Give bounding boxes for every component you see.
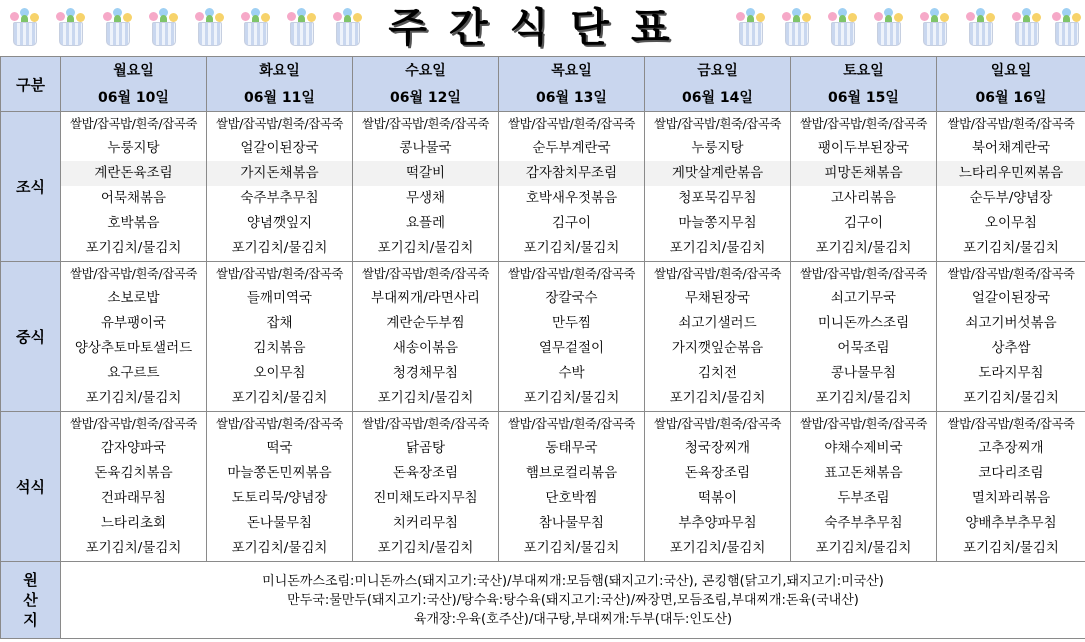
day-header [791, 57, 937, 112]
menu-item: 김치전 [697, 365, 738, 381]
origin-label-char: 원 [23, 571, 38, 589]
menu-item: 무채된장국 [684, 290, 751, 306]
menu-item: 포기김치/물김치 [523, 540, 620, 556]
menu-item: 닭곰탕 [405, 440, 446, 456]
flower-pot-icon [962, 6, 998, 46]
day-header [937, 57, 1085, 112]
menu-item: 청경채무침 [392, 365, 459, 381]
menu-item: 단호박찜 [545, 490, 598, 506]
menu-cell [937, 262, 1085, 412]
meal-row-breakfast [1, 112, 1085, 262]
menu-item: 오이무침 [253, 365, 306, 381]
menu-item: 양배추부추무침 [965, 515, 1057, 531]
menu-item: 어묵조림 [837, 340, 890, 356]
origin-text [61, 562, 1085, 639]
menu-item: 양념깻잎지 [246, 215, 313, 231]
menu-item: 계란순두부찜 [386, 315, 465, 331]
menu-item: 떡볶이 [697, 490, 738, 506]
page-title: 주간식단표 [388, 5, 692, 51]
origin-label-char: 산 [23, 591, 38, 609]
menu-item: 감자양파국 [100, 440, 167, 456]
menu-item: 포기김치/물김치 [85, 540, 182, 556]
meal-label: 석식 [1, 412, 61, 562]
menu-item: 쌀밥/잡곡밥/흰죽/잡곡죽 [70, 266, 197, 281]
flower-pot-icon [145, 6, 181, 46]
menu-item: 쌀밥/잡곡밥/흰죽/잡곡죽 [216, 116, 343, 131]
flower-pot-icon [237, 6, 273, 46]
meal-row-dinner [1, 412, 1085, 562]
day-name: 화요일 [259, 63, 300, 79]
menu-item: 쌀밥/잡곡밥/흰죽/잡곡죽 [70, 416, 197, 431]
menu-item: 포기김치/물김치 [815, 240, 912, 256]
menu-item: 청국장찌개 [684, 440, 751, 456]
menu-item: 새송이볶음 [392, 340, 459, 356]
menu-item: 느타리우민찌볶음 [937, 161, 1085, 186]
menu-item: 포기김치/물김치 [523, 240, 620, 256]
menu-cell [207, 112, 353, 262]
origin-row [1, 562, 1085, 639]
day-name: 일요일 [990, 63, 1032, 79]
menu-item: 김구이 [843, 215, 884, 231]
day-date: 06월 14일 [682, 90, 753, 106]
origin-line: 미니돈까스조림:미니돈까스(돼지고기:국산)/부대찌개:모듬햄(돼지고기:국산), 콘킹햄(닭고기,돼지고기:미국산) [262, 573, 884, 589]
menu-item: 피망돈채볶음 [791, 161, 936, 186]
menu-item: 포기김치/물김치 [815, 390, 912, 406]
day-header [353, 57, 499, 112]
menu-item: 포기김치/물김치 [231, 540, 328, 556]
day-date: 06월 11일 [244, 90, 315, 106]
menu-item: 북어채계란국 [971, 140, 1051, 156]
menu-item: 동태무국 [545, 440, 598, 456]
meal-row-lunch [1, 262, 1085, 412]
menu-item: 느타리초회 [100, 515, 167, 531]
menu-item: 순두부/양념장 [969, 190, 1053, 206]
menu-item: 얼갈이된장국 [971, 290, 1051, 306]
menu-item: 포기김치/물김치 [377, 390, 474, 406]
menu-cell [61, 412, 207, 562]
menu-item: 포기김치/물김치 [85, 240, 182, 256]
day-header [499, 57, 645, 112]
meal-label: 중식 [1, 262, 61, 412]
menu-item: 도토리묵/양념장 [231, 490, 328, 506]
menu-item: 건파래무침 [100, 490, 167, 506]
menu-item: 호박새우젓볶음 [525, 190, 618, 206]
menu-item: 쌀밥/잡곡밥/흰죽/잡곡죽 [947, 116, 1075, 131]
day-date: 06월 16일 [975, 90, 1047, 106]
menu-cell [791, 262, 937, 412]
menu-item: 어묵채볶음 [100, 190, 167, 206]
menu-item: 포기김치/물김치 [669, 240, 766, 256]
menu-item: 계란돈육조림 [61, 161, 206, 186]
menu-cell [353, 412, 499, 562]
menu-item: 돈육김치볶음 [94, 465, 173, 481]
menu-cell [207, 262, 353, 412]
menu-item: 쌀밥/잡곡밥/흰죽/잡곡죽 [362, 116, 489, 131]
menu-item: 쌀밥/잡곡밥/흰죽/잡곡죽 [216, 266, 343, 281]
menu-item: 쌀밥/잡곡밥/흰죽/잡곡죽 [947, 416, 1075, 431]
menu-cell [207, 412, 353, 562]
menu-item: 김구이 [551, 215, 592, 231]
menu-item: 감자참치무조림 [499, 161, 644, 186]
menu-item: 양상추토마토샐러드 [74, 340, 193, 356]
menu-cell [353, 112, 499, 262]
menu-item: 마늘쫑돈민찌볶음 [227, 465, 332, 481]
menu-item: 마늘쫑지무침 [678, 215, 757, 231]
menu-table [0, 56, 1085, 639]
menu-item: 떡국 [266, 440, 293, 456]
menu-cell [353, 262, 499, 412]
menu-item: 만두찜 [551, 315, 592, 331]
flower-pot-icon [778, 6, 814, 46]
day-name: 토요일 [843, 63, 884, 79]
menu-item: 쌀밥/잡곡밥/흰죽/잡곡죽 [508, 266, 635, 281]
day-header [645, 57, 791, 112]
menu-item: 멸치꽈리볶음 [971, 490, 1051, 506]
menu-item: 쇠고기무국 [830, 290, 897, 306]
flower-pot-icon [329, 6, 365, 46]
flower-pot-icon [6, 6, 42, 46]
day-date: 06월 12일 [390, 90, 461, 106]
menu-item: 호박볶음 [107, 215, 160, 231]
menu-item: 팽이두부된장국 [817, 140, 910, 156]
menu-item: 포기김치/물김치 [231, 390, 328, 406]
menu-cell [937, 412, 1085, 562]
menu-item: 포기김치/물김치 [963, 240, 1059, 256]
menu-item: 고추장찌개 [978, 440, 1044, 456]
origin-label [1, 562, 61, 639]
menu-item: 쌀밥/잡곡밥/흰죽/잡곡죽 [947, 266, 1075, 281]
menu-item: 참나물무침 [538, 515, 605, 531]
menu-item: 순두부계란국 [532, 140, 611, 156]
menu-item: 열무겉절이 [538, 340, 605, 356]
day-date: 06월 10일 [98, 90, 169, 106]
menu-item: 쌀밥/잡곡밥/흰죽/잡곡죽 [70, 116, 197, 131]
menu-item: 콩나물무침 [830, 365, 897, 381]
flower-pot-icon [732, 6, 768, 46]
menu-item: 소보로밥 [107, 290, 160, 306]
menu-item: 게맛살계란볶음 [645, 161, 790, 186]
menu-item: 가지돈채볶음 [207, 161, 352, 186]
menu-item: 포기김치/물김치 [85, 390, 182, 406]
menu-item: 포기김치/물김치 [523, 390, 620, 406]
menu-item: 청포묵김무침 [678, 190, 757, 206]
origin-label-char: 지 [23, 611, 38, 629]
menu-item: 쌀밥/잡곡밥/흰죽/잡곡죽 [508, 416, 635, 431]
menu-item: 들깨미역국 [246, 290, 313, 306]
menu-item: 요구르트 [107, 365, 160, 381]
menu-item: 가지깻잎순볶음 [671, 340, 764, 356]
menu-item: 쌀밥/잡곡밥/흰죽/잡곡죽 [800, 116, 927, 131]
day-date: 06월 15일 [828, 90, 899, 106]
menu-item: 상추쌈 [991, 340, 1031, 356]
menu-item: 표고돈채볶음 [824, 465, 903, 481]
menu-cell [791, 412, 937, 562]
corner-label: 구분 [1, 57, 61, 112]
menu-item: 떡갈비 [353, 161, 498, 186]
menu-item: 돈육장조림 [684, 465, 751, 481]
menu-item: 쌀밥/잡곡밥/흰죽/잡곡죽 [216, 416, 343, 431]
day-header [207, 57, 353, 112]
flower-pot-icon [191, 6, 227, 46]
title-banner [0, 0, 1085, 57]
flower-pot-icon [1008, 6, 1044, 46]
menu-item: 쌀밥/잡곡밥/흰죽/잡곡죽 [800, 266, 927, 281]
menu-item: 진미채도라지무침 [373, 490, 478, 506]
menu-item: 누룽지탕 [691, 140, 744, 156]
menu-item: 포기김치/물김치 [963, 390, 1059, 406]
menu-cell [645, 262, 791, 412]
day-name: 월요일 [113, 63, 154, 79]
menu-cell [645, 412, 791, 562]
menu-item: 포기김치/물김치 [669, 540, 766, 556]
menu-item: 잡채 [266, 315, 293, 331]
menu-item: 쇠고기버섯볶음 [965, 315, 1057, 331]
menu-item: 야채수제비국 [824, 440, 903, 456]
menu-item: 부대찌개/라면사리 [371, 290, 480, 306]
header-row [1, 57, 1085, 112]
menu-cell [499, 412, 645, 562]
menu-item: 숙주부추무침 [824, 515, 903, 531]
menu-cell [499, 262, 645, 412]
menu-cell [791, 112, 937, 262]
menu-item: 쌀밥/잡곡밥/흰죽/잡곡죽 [654, 116, 781, 131]
menu-item: 두부조림 [837, 490, 890, 506]
menu-item: 포기김치/물김치 [815, 540, 912, 556]
menu-item: 숙주부추무침 [240, 190, 319, 206]
day-name: 수요일 [405, 63, 446, 79]
menu-item: 유부팽이국 [100, 315, 167, 331]
menu-cell [61, 112, 207, 262]
menu-cell [937, 112, 1085, 262]
flower-pot-icon [283, 6, 319, 46]
menu-item: 부추양파무침 [678, 515, 757, 531]
origin-line: 육개장:우육(호주산)/대구탕,부대찌개:두부(대두:인도산) [413, 611, 733, 627]
menu-item: 쌀밥/잡곡밥/흰죽/잡곡죽 [362, 266, 489, 281]
menu-item: 미니돈까스조림 [817, 315, 910, 331]
menu-item: 쌀밥/잡곡밥/흰죽/잡곡죽 [362, 416, 489, 431]
flower-pot-icon [99, 6, 135, 46]
origin-line: 만두국:물만두(돼지고기:국산)/탕수육:탕수육(돼지고기:국산)/짜장면,모듬조림,부대찌개:돈육(국내산) [287, 592, 859, 608]
meal-label: 조식 [1, 112, 61, 262]
menu-item: 김치볶음 [253, 340, 306, 356]
menu-item: 쌀밥/잡곡밥/흰죽/잡곡죽 [654, 266, 781, 281]
day-name: 목요일 [551, 63, 592, 79]
menu-item: 장칼국수 [545, 290, 598, 306]
menu-item: 포기김치/물김치 [669, 390, 766, 406]
menu-item: 도라지무침 [978, 365, 1044, 381]
menu-item: 쌀밥/잡곡밥/흰죽/잡곡죽 [654, 416, 781, 431]
menu-item: 누룽지탕 [107, 140, 160, 156]
menu-item: 오이무침 [984, 215, 1038, 231]
menu-item: 포기김치/물김치 [377, 540, 474, 556]
flower-pot-icon [1048, 6, 1084, 46]
menu-item: 요플레 [405, 215, 446, 231]
menu-item: 쇠고기샐러드 [678, 315, 757, 331]
menu-item: 코다리조림 [978, 465, 1044, 481]
menu-cell [499, 112, 645, 262]
flower-pot-icon [52, 6, 88, 46]
day-name: 금요일 [697, 63, 738, 79]
flower-pot-icon [916, 6, 952, 46]
menu-item: 콩나물국 [399, 140, 452, 156]
menu-cell [645, 112, 791, 262]
menu-item: 포기김치/물김치 [963, 540, 1059, 556]
day-header [61, 57, 207, 112]
menu-item: 포기김치/물김치 [377, 240, 474, 256]
menu-item: 돈육장조림 [392, 465, 459, 481]
menu-item: 돈나물무침 [246, 515, 313, 531]
menu-item: 포기김치/물김치 [231, 240, 328, 256]
menu-item: 수박 [558, 365, 585, 381]
menu-item: 쌀밥/잡곡밥/흰죽/잡곡죽 [800, 416, 927, 431]
menu-item: 치커리무침 [392, 515, 459, 531]
flower-pot-icon [824, 6, 860, 46]
menu-item: 고사리볶음 [830, 190, 897, 206]
flower-pot-icon [870, 6, 906, 46]
day-date: 06월 13일 [536, 90, 607, 106]
menu-item: 얼갈이된장국 [240, 140, 319, 156]
menu-item: 햄브로컬리볶음 [525, 465, 618, 481]
menu-item: 무생채 [405, 190, 446, 206]
menu-cell [61, 262, 207, 412]
menu-item: 쌀밥/잡곡밥/흰죽/잡곡죽 [508, 116, 635, 131]
